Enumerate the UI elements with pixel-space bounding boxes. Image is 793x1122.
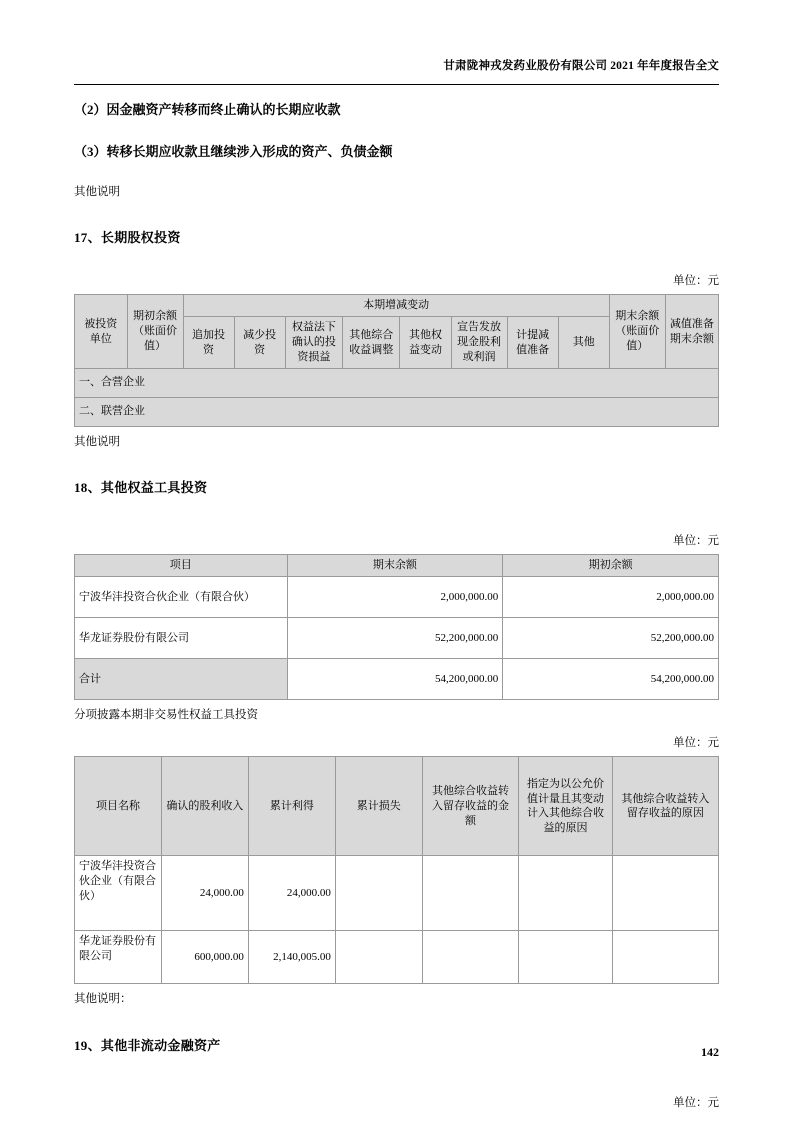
th-end-balance: 期末余额（账面价值） xyxy=(609,295,665,368)
th-begin-balance: 期初余额（账面价值） xyxy=(127,295,183,368)
cell-accumulated-loss xyxy=(335,856,422,931)
cell-item-name-total: 合计 xyxy=(75,659,288,700)
th-accumulated-gain: 累计利得 xyxy=(248,757,335,856)
unit-label-17: 单位：元 xyxy=(673,275,719,288)
unit-label-18b: 单位：元 xyxy=(673,737,719,750)
section-19-title: 19、其他非流动金融资产 xyxy=(74,1037,221,1053)
heading-item-2: （2）因金融资产转移而终止确认的长期应收款 xyxy=(74,102,341,117)
th-investee: 被投资单位 xyxy=(75,295,128,368)
cell-transfer-reason xyxy=(612,856,718,931)
cell-accumulated-loss xyxy=(335,931,422,984)
cell-end-balance: 52,200,000.00 xyxy=(287,618,503,659)
section-18-title: 18、其他权益工具投资 xyxy=(74,480,208,496)
cell-transfer-reason xyxy=(612,931,718,984)
heading-item-3: （3）转移长期应收款且继续涉入形成的资产、负债金额 xyxy=(74,143,393,159)
th-impairment: 计提减值准备 xyxy=(507,317,558,369)
table-row xyxy=(75,931,719,984)
th-end-balance: 期末余额 xyxy=(287,555,503,577)
section-17-title: 17、长期股权投资 xyxy=(74,230,181,246)
table-row xyxy=(75,555,719,577)
page-header: 甘肃陇神戎发药业股份有限公司 2021 年年度报告全文 xyxy=(443,60,719,72)
other-note-2: 其他说明 xyxy=(74,435,120,448)
th-begin-balance: 期初余额 xyxy=(503,555,719,577)
th-transfer-reason: 其他综合收益转入留存收益的原因 xyxy=(612,757,718,856)
cell-item-name: 宁波华沣投资合伙企业（有限合伙） xyxy=(75,577,288,618)
th-accumulated-loss: 累计损失 xyxy=(335,757,422,856)
cell-begin-balance: 2,000,000.00 xyxy=(503,577,719,618)
cell-item-name: 华龙证券股份有限公司 xyxy=(75,618,288,659)
cell-designation-reason xyxy=(519,931,612,984)
th-project-name: 项目名称 xyxy=(75,757,162,856)
th-add-invest: 追加投资 xyxy=(183,317,234,369)
cell-accumulated-gain: 24,000.00 xyxy=(248,856,335,931)
table-long-term-equity-investment xyxy=(74,294,719,426)
unit-label-18: 单位：元 xyxy=(673,535,719,548)
cell-end-balance: 2,000,000.00 xyxy=(287,577,503,618)
th-oci-to-retained-amount: 其他综合收益转入留存收益的金额 xyxy=(422,757,519,856)
th-other: 其他 xyxy=(558,317,609,369)
table-row xyxy=(75,368,719,397)
table-non-trading-equity-investment xyxy=(74,756,719,984)
cell-project-name: 宁波华沣投资合伙企业（有限合伙） xyxy=(75,856,162,931)
cell-begin-balance-total: 54,200,000.00 xyxy=(503,659,719,700)
header-divider xyxy=(74,84,719,85)
th-dividend: 宣告发放现金股利或利润 xyxy=(451,317,507,369)
other-note-1: 其他说明 xyxy=(74,186,120,198)
cell-oci-to-retained-amount xyxy=(422,856,519,931)
row-label-associate: 二、联营企业 xyxy=(75,397,719,426)
table-row xyxy=(75,397,719,426)
table-row xyxy=(75,295,719,317)
table-row xyxy=(75,577,719,618)
th-reduce-invest: 减少投资 xyxy=(234,317,285,369)
other-note-3: 其他说明： xyxy=(74,993,132,1006)
table-other-equity-instrument-investment xyxy=(74,554,719,700)
th-designation-reason: 指定为以公允价值计量且其变动计入其他综合收益的原因 xyxy=(519,757,612,856)
cell-project-name: 华龙证券股份有限公司 xyxy=(75,931,162,984)
cell-dividend-income: 24,000.00 xyxy=(161,856,248,931)
cell-begin-balance: 52,200,000.00 xyxy=(503,618,719,659)
table-row xyxy=(75,659,719,700)
table-row xyxy=(75,856,719,931)
table-row xyxy=(75,757,719,856)
th-equity-method: 权益法下确认的投资损益 xyxy=(285,317,342,369)
th-other-equity-change: 其他权益变动 xyxy=(400,317,451,369)
cell-end-balance-total: 54,200,000.00 xyxy=(287,659,503,700)
th-item: 项目 xyxy=(75,555,288,577)
cell-dividend-income: 600,000.00 xyxy=(161,931,248,984)
page-number: 142 xyxy=(701,1045,719,1059)
th-impairment-end: 减值准备期末余额 xyxy=(665,295,718,368)
cell-oci-to-retained-amount xyxy=(422,931,519,984)
sub-note-18: 分项披露本期非交易性权益工具投资 xyxy=(74,709,258,721)
row-label-joint-venture: 一、合营企业 xyxy=(75,368,719,397)
unit-label-19: 单位：元 xyxy=(673,1096,719,1109)
page-content xyxy=(74,0,719,1110)
cell-accumulated-gain: 2,140,005.00 xyxy=(248,931,335,984)
th-dividend-income: 确认的股利收入 xyxy=(161,757,248,856)
th-other-comp-income: 其他综合收益调整 xyxy=(343,317,400,369)
th-change-group: 本期增减变动 xyxy=(183,295,609,317)
table-row xyxy=(75,618,719,659)
cell-designation-reason xyxy=(519,856,612,931)
